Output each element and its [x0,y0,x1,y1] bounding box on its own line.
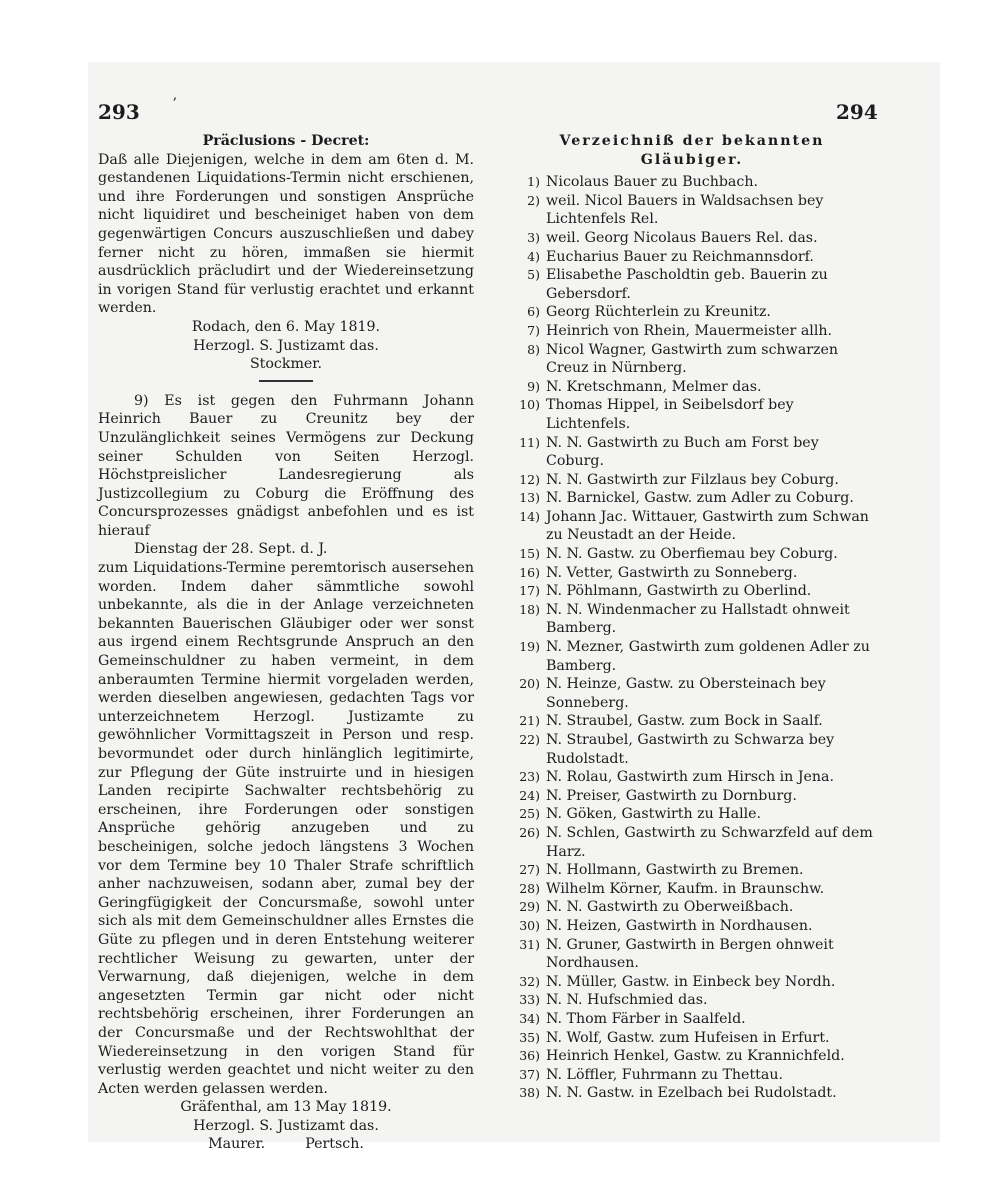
item-text: N. Thom Färber in Saalfeld. [546,1010,746,1027]
list-item [510,564,874,583]
item-number: 1) [527,174,540,190]
item-number: 25) [519,806,540,822]
list-item [510,601,874,638]
item-number: 31) [519,936,540,952]
notice-text: 9) Es ist gegen den Fuhrmann Johann Heinrich Bauer zu Creunitz bey der Unzulänglichkeit seines Vermögens zur Deckung seiner Schulden von Seiten Herzogl. Höchstpreislicher Landesregierung als Justizcollegium zu Coburg die Eröffnung des Concursprozesses gnädigst anbefohlen und es ist hierauf [98,392,474,539]
page-number-left: 293 [98,100,140,124]
notice-place-date: Gräfenthal, am 13 May 1819. [180,1099,392,1116]
list-item [510,266,874,303]
list-item [510,582,874,601]
list-item [510,192,874,229]
item-text: weil. Georg Nicolaus Bauers Rel. das. [546,229,818,246]
list-item [510,880,874,899]
item-text: Nicolaus Bauer zu Buchbach. [546,174,758,191]
item-text: Thomas Hippel, in Seibelsdorf bey Lichtenfels. [546,397,794,432]
item-text: N. Hollmann, Gastwirth zu Bremen. [546,862,804,879]
item-number: 11) [519,434,540,450]
signer-pertsch: Pertsch. [305,1136,364,1153]
item-number: 10) [519,397,540,413]
decree-signer: Stockmer. [249,356,323,373]
item-number: 26) [519,824,540,840]
list-item [510,545,874,564]
list-item [510,322,874,341]
item-number: 38) [519,1085,540,1101]
item-text: Nicol Wagner, Gastwirth zum schwarzen Creuz in Nürnberg. [546,341,839,377]
list-item [510,1084,874,1103]
list-item [510,805,874,824]
decree-place-date: Rodach, den 6. May 1819. [191,318,381,335]
item-text: N. Barnickel, Gastw. zum Adler zu Coburg. [546,490,854,507]
list-item [510,712,874,731]
item-text: N. Kretschmann, Melmer das. [546,378,762,395]
list-item [510,1029,874,1048]
creditor-list-title: Verzeichniß der bekannten [559,133,825,149]
item-number: 36) [519,1048,540,1064]
item-number: 8) [527,341,540,357]
item-text: N. Gruner, Gastwirth in Bergen ohnweit Nordhausen. [546,936,834,972]
item-text: Eucharius Bauer zu Reichmannsdorf. [546,248,814,265]
signature-row [98,1135,474,1154]
item-number: 24) [519,787,540,803]
item-text: N. Pöhlmann, Gastwirth zu Oberlind. [546,583,812,600]
list-item [510,898,874,917]
item-text: Georg Rüchterlein zu Kreunitz. [546,304,771,321]
item-number: 18) [519,601,540,617]
list-item [510,973,874,992]
item-text: N. Göken, Gastwirth zu Halle. [546,806,762,823]
list-item [510,303,874,322]
list-item [510,434,874,471]
item-text: N. N. Windenmacher zu Hallstadt ohnweit Bamberg. [546,601,850,637]
item-text: N. N. Gastw. in Ezelbach bei Rudolstadt. [546,1085,837,1102]
item-text: N. Wolf, Gastw. zum Hufeisen in Erfurt. [546,1029,830,1046]
item-text: N. N. Gastwirth zu Buch am Forst bey Coburg. [546,434,819,470]
list-item [510,787,874,806]
item-number: 30) [519,917,540,933]
item-number: 35) [519,1029,540,1045]
item-text: N. Straubel, Gastw. zum Bock in Saalf. [546,713,823,730]
item-number: 28) [519,880,540,896]
list-item [510,731,874,768]
item-text: N. Preiser, Gastwirth zu Dornburg. [546,787,797,804]
list-item [510,1010,874,1029]
list-item [510,173,874,192]
item-text: N. Löffler, Fuhrmann zu Thettau. [546,1066,783,1083]
item-number: 23) [519,769,540,785]
list-item [510,917,874,936]
list-item [510,508,874,545]
list-item [510,861,874,880]
item-text: N. Vetter, Gastwirth zu Sonneberg. [546,564,798,581]
item-number: 21) [519,713,540,729]
item-number: 13) [519,490,540,506]
item-number: 15) [519,546,540,562]
signer-maurer: Maurer. [208,1136,266,1153]
item-number: 32) [519,973,540,989]
item-text: Johann Jac. Wittauer, Gastwirth zum Schwan zu Neustadt an der Heide. [546,508,869,544]
list-item [510,936,874,973]
item-number: 14) [519,508,540,524]
item-text: N. N. Hufschmied das. [546,992,708,1009]
item-number: 9) [527,378,540,394]
item-number: 7) [527,322,540,338]
page-number-right: 294 [836,100,878,124]
item-number: 20) [519,676,540,692]
item-number: 33) [519,992,540,1008]
item-number: 29) [519,899,540,915]
list-item [510,1047,874,1066]
item-text: N. Müller, Gastw. in Einbeck bey Nordh. [546,973,836,990]
item-text: N. N. Gastw. zu Oberfiemau bey Coburg. [546,546,838,563]
list-item [510,1066,874,1085]
list-item [510,489,874,508]
item-text: Wilhelm Körner, Kaufm. in Braunschw. [546,880,825,897]
item-number: 3) [527,229,540,245]
item-number: 12) [519,471,540,487]
item-number: 19) [519,639,540,655]
list-item [510,341,874,378]
item-number: 22) [519,732,540,747]
item-number: 6) [527,304,540,320]
item-number: 17) [519,583,540,599]
list-item [510,675,874,712]
section-divider [259,380,313,382]
creditor-list [510,173,874,1103]
item-text: weil. Nicol Bauers in Waldsachsen bey Lichtenfels Rel. [546,192,824,228]
list-item [510,471,874,490]
list-item [510,991,874,1010]
decree-text: Daß alle Diejenigen, welche in dem am 6ten d. M. gestandenen Liquidations-Termin nicht erschienen, und ihre Forderungen und sonstigen Ansprüche nicht liquidiret und bescheiniget haben von dem gegenwärtigen Concurs auszuschließen und dabey ferner nicht zu hören, immaßen sie hiermit ausdrücklich präcludirt und der Wiedereinsetzung in vorigen Stand für verlustig erachtet und erkannt werden. [98,151,474,317]
item-number: 37) [519,1066,540,1082]
list-item [510,768,874,787]
decree-office: Herzogl. S. Justizamt das. [193,337,379,354]
item-number: 16) [519,564,540,580]
notice-office: Herzogl. S. Justizamt das. [193,1117,379,1134]
list-item [510,396,874,433]
item-number: 4) [527,248,540,264]
item-text: N. Straubel, Gastwirth zu Schwarza bey Rudolstadt. [546,732,835,767]
item-number: 34) [519,1010,540,1026]
list-item [510,248,874,267]
item-text: Heinrich Henkel, Gastw. zu Krannichfeld. [546,1048,845,1065]
item-text: Elisabethe Pascholdtin geb. Bauerin zu Gebersdorf. [546,267,828,302]
list-item [510,638,874,675]
creditor-list-subtitle: Gläubiger. [640,151,744,168]
ink-mark: ʼ [172,96,177,112]
notice-text-continued: zum Liquidations-Termine peremtorisch ausersehen worden. Indem daher sämmtliche sowohl unbekannte, als die in der Anlage verzeichneten bekannten Bauerischen Gläubiger oder wer sonst aus irgend einem Rechtsgrunde Anspruch an den Gemeinschuldner zu haben vermeint, in dem anberaumten Termine hiermit vorgeladen werden, werden dieselben angewiesen, gedachten Tags vor unterzeichnetem Herzogl. Justizamte zu gewöhnlicher Vormittagszeit in Person und resp. bevormundet oder durch hinlänglich legitimirte, zur Pflegung der Güte instruirte und in hiesigen Landen recipirte Sachwalter rechtsbehörig zu erscheinen, ihre Forderungen oder sonstigen Ansprüche gehörig anzugeben und zu bescheinigen, solche jedoch längstens 3 Wochen vor dem Termine bey 10 Thaler Strafe schriftlich anher nachzuweisen, sodann aber, zumal bey der Geringfügigkeit der Concursmaße, sowohl unter sich als mit dem Gemeinschuldner alles Ernstes die Güte zu pflegen und in deren Entstehung weiterer rechtlicher Weisung zu gewarten, unter der Verwarnung, daß diejenigen, welche in dem angesetzten Termin gar nicht oder nicht rechtsbehörig erscheinen, ihrer Forderungen an der Concursmaße und der Rechtswohlthat der Wiedereinsetzung in den vorigen Stand für verlustig werden geachtet und nicht weiter zu den Acten werden gelassen werden. [98,560,474,1097]
item-text: N. Heinze, Gastw. zu Obersteinach bey Sonneberg. [546,676,826,711]
item-number: 2) [527,192,540,208]
item-text: N. N. Gastwirth zur Filzlaus bey Coburg. [546,471,839,488]
item-text: N. Heizen, Gastwirth in Nordhausen. [546,917,813,934]
item-text: N. Mezner, Gastwirth zum goldenen Adler zu Bamberg. [546,639,870,674]
list-item [510,229,874,248]
right-column [510,132,874,1103]
item-text: N. Rolau, Gastwirth zum Hirsch in Jena. [546,769,835,786]
item-text: N. Schlen, Gastwirth zu Schwarzfeld auf dem Harz. [546,824,873,860]
term-date: Dienstag der 28. Sept. d. J. [134,541,328,558]
list-item [510,378,874,397]
decree-heading: Präclusions - Decret: [202,133,370,149]
item-number: 5) [527,267,540,283]
item-number: 27) [519,862,540,878]
list-item [510,824,874,861]
item-text: N. N. Gastwirth zu Oberweißbach. [546,899,794,916]
item-text: Heinrich von Rhein, Mauermeister allh. [546,322,833,339]
left-column [98,132,474,1154]
